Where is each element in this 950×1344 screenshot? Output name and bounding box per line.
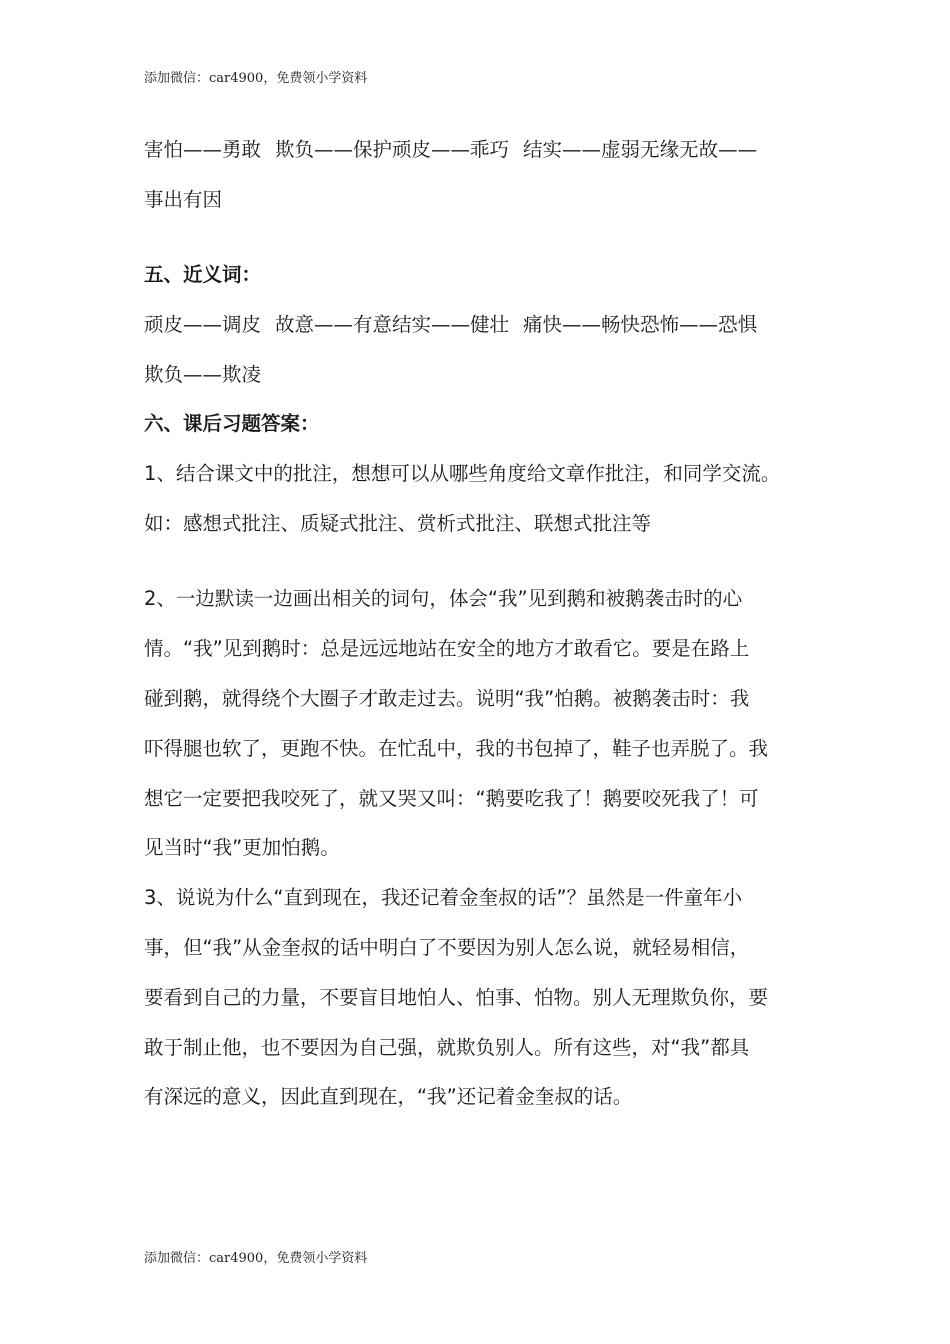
antonym-line-1	[144, 136, 757, 164]
antonym-pair: 无缘无故——	[640, 138, 758, 161]
exercise-line: 想它一定要把我咬死了，就又哭又叫：“鹅要吃我了！鹅要咬死我了！可	[144, 787, 759, 810]
exercise-line: 吓得腿也软了，更跑不快。在忙乱中，我的书包掉了，鞋子也弄脱了。我	[144, 737, 769, 760]
antonym-line-2: 事出有因	[144, 188, 223, 211]
exercise-line: 2、一边默读一边画出相关的词句，体会“我”见到鹅和被鹅袭击时的心	[144, 587, 743, 610]
page-footer: 添加微信：car4900，免费领小学资料	[144, 1251, 368, 1266]
synonym-pair: 痛快——畅快	[523, 313, 641, 336]
exercise-line: 敢于制止他，也不要因为自己强，就欺负别人。所有这些，对“我”都具	[144, 1036, 750, 1059]
antonym-pair: 顽皮——乖巧	[392, 138, 510, 161]
synonym-pair: 顽皮——调皮	[144, 313, 262, 336]
synonym-pair: 结实——健壮	[392, 313, 510, 336]
synonym-line-2: 欺负——欺凌	[144, 363, 262, 386]
exercise-line: 有深远的意义，因此直到现在，“我”还记着金奎叔的话。	[144, 1085, 633, 1108]
synonym-pair: 恐怖——恐惧	[640, 313, 758, 336]
exercise-line: 碰到鹅，就得绕个大圈子才敢走过去。说明“我”怕鹅。被鹅袭击时：我	[144, 687, 750, 710]
synonyms-heading: 五、近义词：	[144, 263, 262, 286]
exercises-heading: 六、课后习题答案：	[144, 412, 320, 435]
exercise-line: 见当时“我”更加怕鹅。	[144, 836, 340, 859]
synonym-line-1	[144, 311, 757, 339]
antonym-pair: 害怕——勇敢	[144, 138, 262, 161]
exercise-line: 如：感想式批注、质疑式批注、赏析式批注、联想式批注等	[144, 512, 652, 535]
page-header: 添加微信：car4900，免费领小学资料	[144, 71, 368, 86]
exercise-line: 1、结合课文中的批注，想想可以从哪些角度给文章作批注，和同学交流。	[144, 462, 781, 485]
antonym-pair: 结实——虚弱	[523, 138, 641, 161]
exercise-line: 情。“我”见到鹅时：总是远远地站在安全的地方才敢看它。要是在路上	[144, 637, 750, 660]
antonym-pair: 欺负——保护	[275, 138, 393, 161]
exercise-line: 事，但“我”从金奎叔的话中明白了不要因为别人怎么说，就轻易相信，	[144, 936, 750, 959]
exercise-line: 要看到自己的力量，不要盲目地怕人、怕事、怕物。别人无理欺负你，要	[144, 986, 769, 1009]
exercise-line: 3、说说为什么“直到现在，我还记着金奎叔的话”？虽然是一件童年小	[144, 886, 743, 909]
synonym-pair: 故意——有意	[275, 313, 393, 336]
